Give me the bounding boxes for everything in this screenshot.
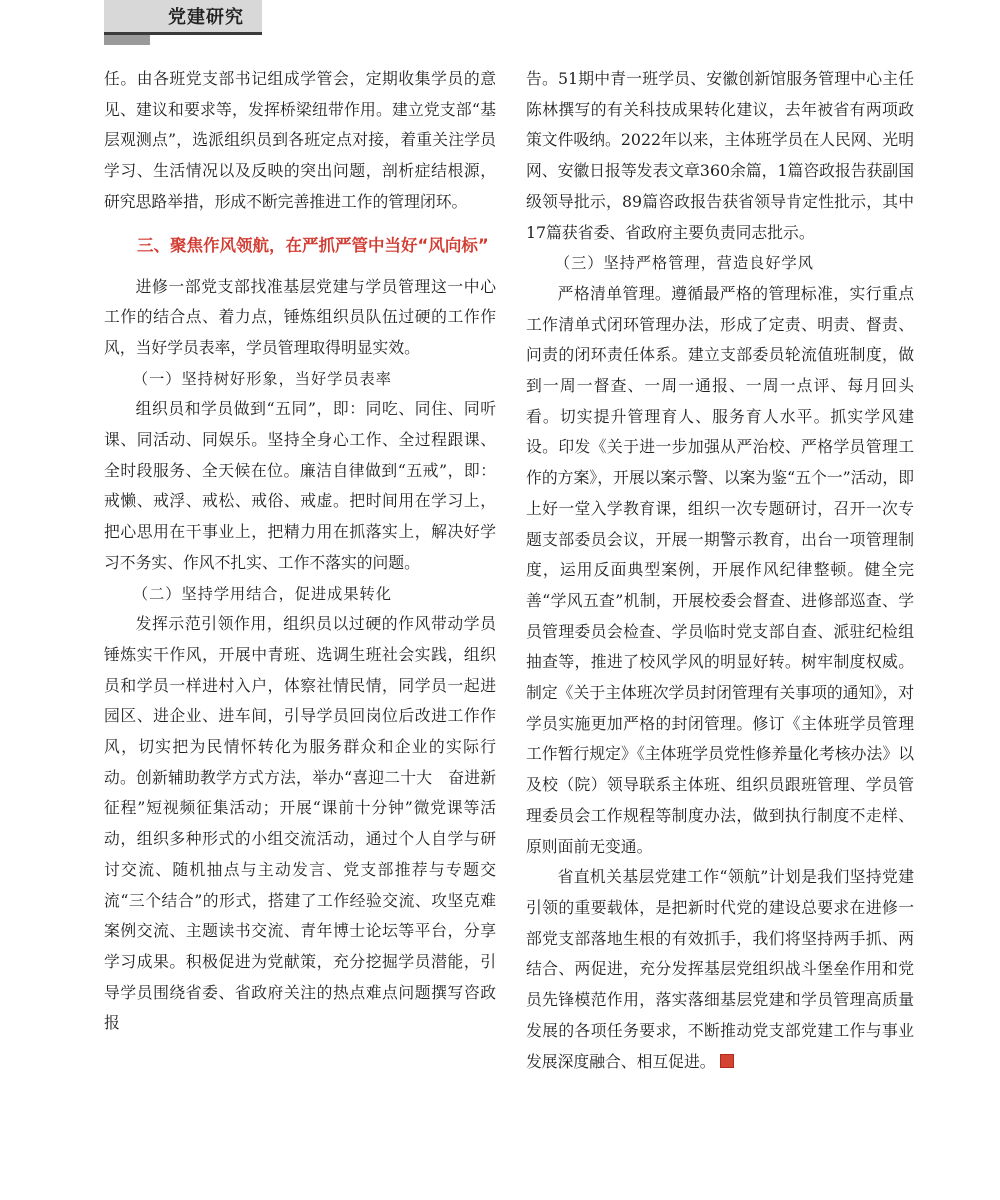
subsection-3-text: 严格清单管理。遵循最严格的管理标准，实行重点工作清单式闭环管理办法，形成了定责、明责、督责、问责的闭环责任体系。建立支部委员轮流值班制度，做到一周一督查、一周一通报、一周一点评、每月回头看。切实提升管理育人、服务育人水平。抓实学风建设。印发《关于进一步加强从严治校、严格学员管理工作的方案》，开展以案示警、以案为鉴“五个一”活动，即上好一堂入学教育课，组织一次专题研讨，召开一次专题支部委员会议，开展一期警示教育，出台一项管理制度，运用反面典型案例，开展作风纪律整顿。健全完善“学风五查”机制，开展校委会督查、进修部巡查、学员管理委员会检查、学员临时党支部自查、派驻纪检组抽查等，推进了校风学风的明显好转。树牢制度权威。制定《关于主体班次学员封闭管理有关事项的通知》，对学员实施更加严格的封闭管理。修订《主体班学员管理工作暂行规定》《主体班学员党性修养量化考核办法》以及校（院）领导联系主体班、组织员跟班管理、学员管理委员会工作规程等制度办法，做到执行制度不走样、原则面前无变通。 <box>526 283 914 856</box>
right-column <box>526 64 914 1077</box>
conclusion-paragraph <box>526 862 914 1077</box>
subsection-1-heading: （一）坚持树好形象，当好学员表率 <box>132 369 392 388</box>
right-continued-paragraph: 告。51期中青一班学员、安徽创新馆服务管理中心主任陈林撰写的有关科技成果转化建议，去年被省有两项政策文件吸纳。2022年以来，主体班学员在人民网、光明网、安徽日报等发表文章360余篇，1篇咨政报告获副国级领导批示，89篇咨政报告获省领导肯定性批示，其中17篇获省委、省政府主要负责同志批示。 <box>526 69 914 242</box>
left-continued-paragraph: 任。由各班党支部书记组成学管会，定期收集学员的意见、建议和要求等，发挥桥梁纽带作用。建立党支部“基层观测点”，选派组织员到各班定点对接，着重关注学员学习、生活情况以及反映的突出问题，剖析症结根源，研究思路举措，形成不断完善推进工作的管理闭环。 <box>104 69 496 211</box>
subsection-2-heading: （二）坚持学用结合，促进成果转化 <box>132 584 392 603</box>
subsection-2-text: 发挥示范引领作用，组织员以过硬的作风带动学员锤炼实干作风，开展中青班、选调生班社会实践，组织员和学员一样进村入户，体察社情民情，同学员一起进园区、进企业、进车间，引导学员回岗位后改进工作作风，切实把为民情怀转化为服务群众和企业的实际行动。创新辅助教学方式方法，举办“喜迎二十大 奋进新征程”短视频征集活动；开展“课前十分钟”微党课等活动，组织多种形式的小组交流活动，通过个人自学与研讨交流、随机抽点与主动发言、党支部推荐与专题交流“三个结合”的形式，搭建了工作经验交流、攻坚克难案例交流、主题读书交流、青年博士论坛等平台，分享学习成果。积极促进为党献策，充分挖掘学员潜能，引导学员围绕省委、省政府关注的热点难点问题撰写咨政报 <box>104 614 496 1033</box>
left-column <box>104 64 496 1039</box>
page-header <box>0 0 1000 50</box>
section-3-intro: 进修一部党支部找准基层党建与学员管理这一中心工作的结合点、着力点，锤炼组织员队伍过硬的工作作风，当好学员表率，学员管理取得明显实效。 <box>104 276 496 357</box>
subsection-1-text: 组织员和学员做到“五同”，即：同吃、同住、同听课、同活动、同娱乐。坚持全身心工作、全过程跟课、全时段服务、全天候在位。廉洁自律做到“五戒”，即：戒懒、戒浮、戒松、戒俗、戒虚。把时间用在学习上，把心思用在干事业上，把精力用在抓落实上，解决好学习不务实、作风不扎实、工作不落实的问题。 <box>104 399 496 572</box>
header-title: 党建研究 <box>168 7 244 28</box>
section-3-heading: 三、聚焦作风领航，在严抓严管中当好“风向标” <box>137 235 489 255</box>
header-tab <box>104 35 150 45</box>
seal-end-icon <box>720 1054 734 1068</box>
subsection-3-heading: （三）坚持严格管理，营造良好学风 <box>554 254 814 273</box>
conclusion-text: 省直机关基层党建工作“领航”计划是我们坚持党建引领的重要载体，是把新时代党的建设总要求在进修一部党支部落地生根的有效抓手，我们将坚持两手抓、两结合、两促进，充分发挥基层党组织战斗堡垒作用和党员先锋模范作用，落实落细基层党建和学员管理高质量发展的各项任务要求，不断推动党支部党建工作与事业发展深度融合、相互促进。 <box>526 867 914 1071</box>
